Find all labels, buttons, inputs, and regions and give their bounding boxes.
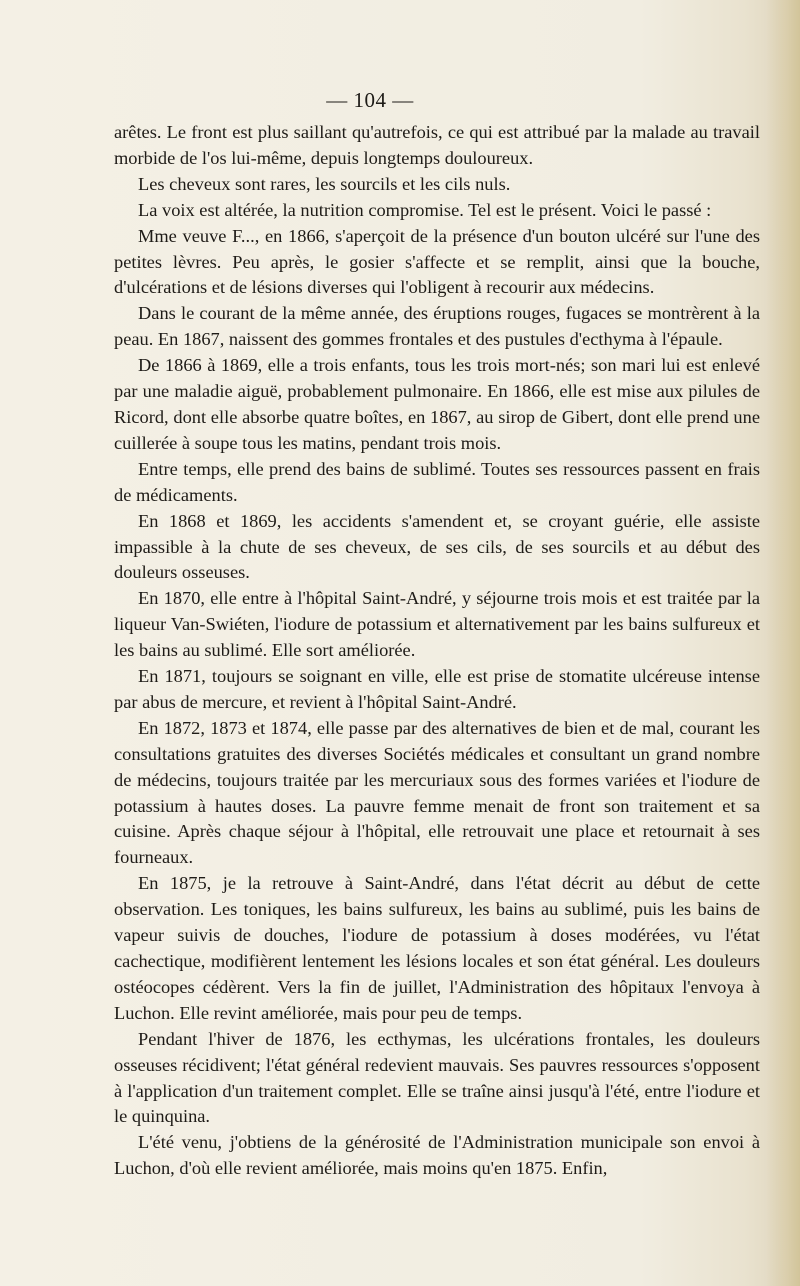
paragraph: Mme veuve F..., en 1866, s'aperçoit de la présence d'un bouton ulcéré sur l'une des petites lèvres. Peu après, le gosier s'affecte et se remplit, ainsi que la bouche, d'ulcérations et de lésions diverses qui l'obligent à recourir aux médecins. xyxy=(114,225,760,298)
paragraph: L'été venu, j'obtiens de la générosité de l'Administration municipale son envoi à Luchon, d'où elle revient améliorée, mais moins qu'en 1875. Enfin, xyxy=(114,1132,760,1179)
paragraph: De 1866 à 1869, elle a trois enfants, tous les trois mort-nés; son mari lui est enlevé par une maladie aiguë, probablement pulmonaire. En 1866, elle est mise aux pilules de Ricord, dont elle absorbe quatre boîtes, en 1867, au sirop de Gibert, dont elle prend une cuillerée à soupe tous les matins, pendant trois mois. xyxy=(114,355,760,453)
paragraph: Entre temps, elle prend des bains de sublimé. Toutes ses ressources passent en frais de médicaments. xyxy=(114,458,760,505)
paragraph: En 1872, 1873 et 1874, elle passe par des alternatives de bien et de mal, courant les consultations gratuites des diverses Sociétés médicales et consultant un grand nombre de médecins, toujours traitée par les mercuriaux sous des formes variées et l'iodure de potassium à hautes doses. La pauvre femme menait de front son traitement et sa cuisine. Après chaque séjour à l'hôpital, elle retrouvait une place et retournait à ses fourneaux. xyxy=(114,717,760,868)
paragraph: En 1875, je la retrouve à Saint-André, dans l'état décrit au début de cette observation. Les toniques, les bains sulfureux, les bains au sublimé, puis les bains de vapeur suivis de douches, l'iodure de potassium à doses modérées, vu l'état cachectique, modifièrent lentement les lésions locales et son état général. Les douleurs ostéocopes cédèrent. Vers la fin de juillet, l'Administration des hôpitaux l'envoya à Luchon. Elle revint améliorée, mais pour peu de temps. xyxy=(114,873,760,1023)
paragraph: arêtes. Le front est plus saillant qu'autrefois, ce qui est attribué par la malade au travail morbide de l'os lui-même, depuis longtemps douloureux. xyxy=(114,122,760,168)
paragraph: En 1871, toujours se soignant en ville, elle est prise de stomatite ulcéreuse intense par abus de mercure, et revient à l'hôpital Saint-André. xyxy=(114,666,760,712)
page-edge-stain xyxy=(766,0,800,1286)
paragraph: Les cheveux sont rares, les sourcils et les cils nuls. xyxy=(138,173,511,194)
paragraph: Pendant l'hiver de 1876, les ecthymas, les ulcérations frontales, les douleurs osseuses récidivent; l'état général redevient mauvais. Ses pauvres ressources s'opposent à l'application d'un traitement complet. Elle se traîne ainsi jusqu'à l'été, entre l'iodure et le quinquina. xyxy=(114,1028,760,1127)
page-number: — 104 — xyxy=(326,88,414,112)
paragraph: En 1870, elle entre à l'hôpital Saint-André, y séjourne trois mois et est traitée par la liqueur Van-Swiéten, l'iodure de potassium et alternativement par les bains sulfureux et les bains au sublimé. Elle sort améliorée. xyxy=(114,588,760,661)
paragraph: Dans le courant de la même année, des éruptions rouges, fugaces se montrèrent à la peau. En 1867, naissent des gommes frontales et des pustules d'ecthyma à l'épaule. xyxy=(114,303,760,350)
paragraph: La voix est altérée, la nutrition compromise. Tel est le présent. Voici le passé : xyxy=(138,199,712,220)
paragraph: En 1868 et 1869, les accidents s'amendent et, se croyant guérie, elle assiste impassible à la chute de ses cheveux, de ses cils, de ses sourcils et au début des douleurs osseuses. xyxy=(114,510,760,583)
body-text xyxy=(114,120,760,1182)
